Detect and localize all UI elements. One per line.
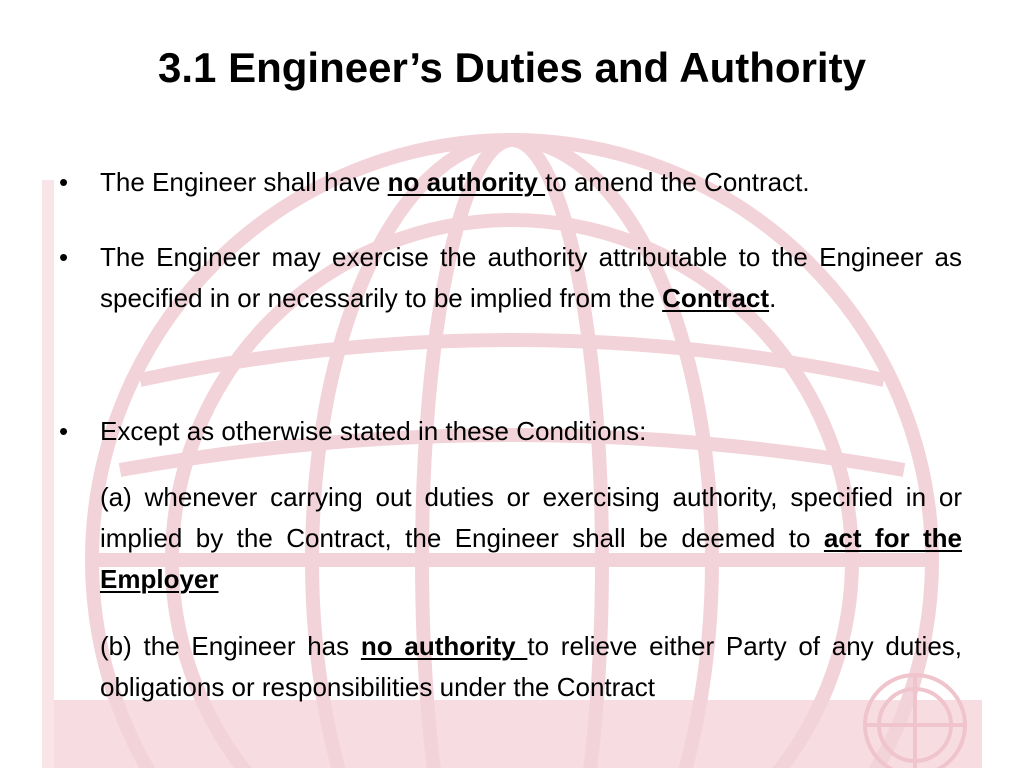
bullet-item-2	[59, 237, 962, 319]
bullet-1-text-end: to amend the Contract.	[545, 167, 810, 197]
sub-a-text: (a) whenever carrying out duties or exercising authority, specified in or implied by the Contract, the Engineer shall be deemed to	[100, 482, 962, 553]
bullet-dot: •	[59, 416, 69, 446]
slide-title: 3.1 Engineer’s Duties and Authority	[158, 44, 866, 91]
bullet-1-text: The Engineer shall have	[100, 167, 388, 197]
sub-item-a	[100, 477, 962, 600]
sub-a-emphasis: act for the Employer	[100, 523, 962, 594]
sub-b-emphasis: no authority	[360, 631, 528, 661]
sub-item-b	[100, 626, 962, 708]
bullet-item-1	[59, 162, 962, 203]
bullet-2-text: The Engineer may exercise the authority attributable to the Engineer as specified in or necessarily to be implied from the	[100, 242, 962, 313]
sub-b-text: (b) the Engineer has	[100, 631, 361, 661]
bullet-1-emphasis: no authority	[387, 167, 546, 197]
sub-b-text-end: to relieve either Party of any duties, obligations or responsibilities under the Contract	[100, 631, 963, 702]
watermark-bottom-band	[42, 700, 982, 768]
bullet-2-emphasis: Contract	[662, 283, 770, 313]
bullet-dot: •	[59, 167, 69, 197]
bullet-dot: •	[59, 242, 69, 272]
bullet-3-text: Except as otherwise stated in these Conditions:	[100, 416, 647, 446]
watermark-left-band	[42, 180, 54, 768]
bullet-2-text-end: .	[769, 283, 777, 313]
bullet-item-3	[59, 411, 962, 452]
